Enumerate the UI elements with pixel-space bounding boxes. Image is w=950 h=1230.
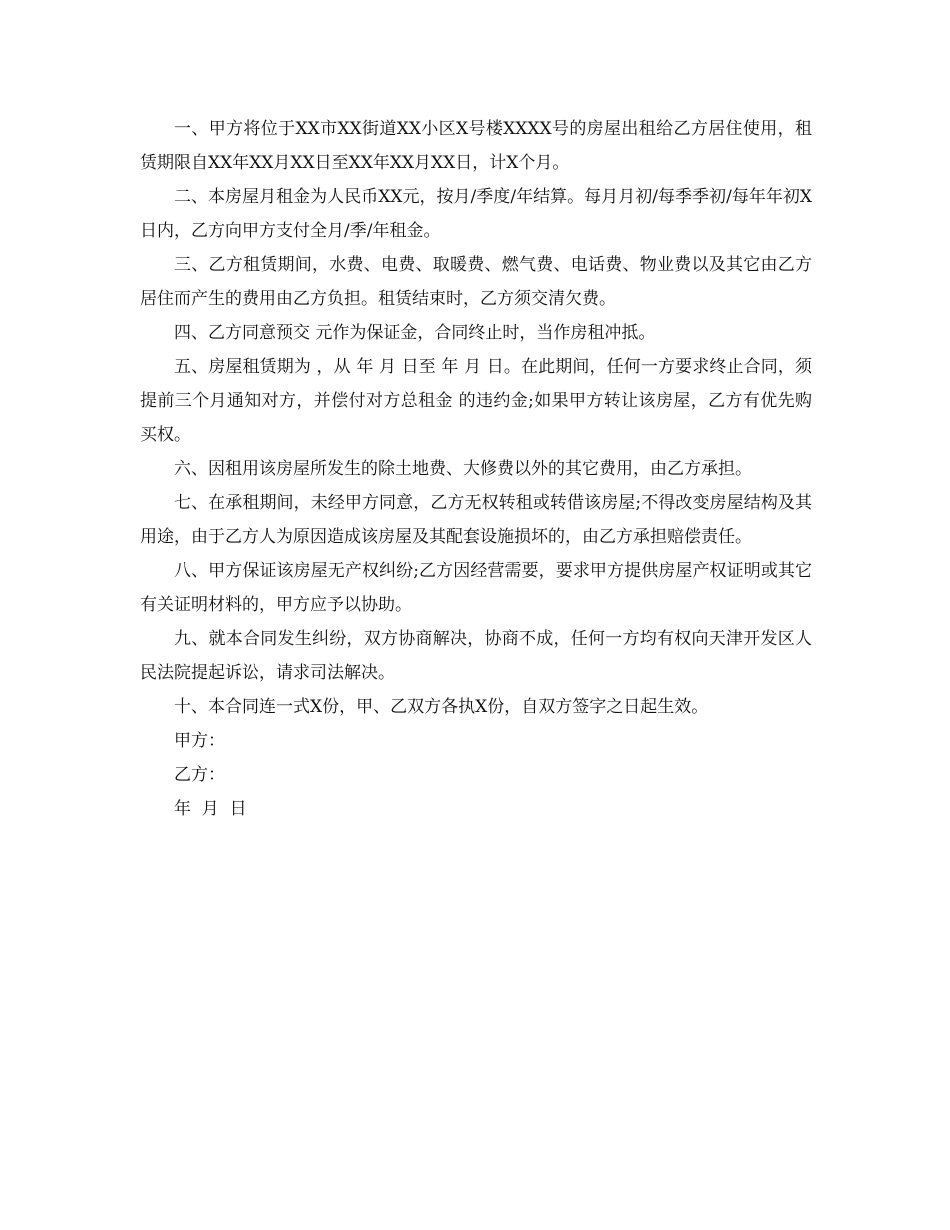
clause-5: 五、房屋租赁期为 ，从 年 月 日至 年 月 日。在此期间，任何一方要求终止合同，须提前三个月通知对方，并偿付对方总租金 的违约金;如果甲方转让该房屋，乙方有优先购买权。 (140, 357, 812, 445)
clause-1: 一、甲方将位于XX市XX街道XX小区X号楼XXXX号的房屋出租给乙方居住使用，租赁期限自XX年XX月XX日至XX年XX月XX日，计X个月。 (140, 119, 812, 173)
party-a-signature-line: 甲方： (174, 731, 225, 751)
clause-4: 四、乙方同意预交 元作为保证金，合同终止时，当作房租冲抵。 (174, 323, 656, 343)
clause-10: 十、本合同连一式X份，甲、乙双方各执X份，自双方签字之日起生效。 (174, 697, 709, 717)
clause-2: 二、本房屋月租金为人民币XX元，按月/季度/年结算。每月月初/每季季初/每年年初X日内，乙方向甲方支付全月/季/年租金。 (140, 187, 812, 241)
clause-6: 六、因租用该房屋所发生的除土地费、大修费以外的其它费用，由乙方承担。 (174, 459, 752, 479)
clause-3: 三、乙方租赁期间，水费、电费、取暖费、燃气费、电话费、物业费以及其它由乙方居住而产生的费用由乙方负担。租赁结束时，乙方须交清欠费。 (140, 255, 812, 309)
party-b-signature-line: 乙方： (174, 765, 225, 785)
clause-8: 八、甲方保证该房屋无产权纠纷;乙方因经营需要，要求甲方提供房屋产权证明或其它有关证明材料的，甲方应予以协助。 (140, 561, 812, 615)
contract-body (140, 112, 812, 826)
clause-9: 九、就本合同发生纠纷，双方协商解决，协商不成，任何一方均有权向天津开发区人民法院提起诉讼，请求司法解决。 (140, 629, 812, 683)
signature-date-line: 年 月 日 (174, 799, 247, 819)
clause-7: 七、在承租期间，未经甲方同意，乙方无权转租或转借该房屋;不得改变房屋结构及其用途，由于乙方人为原因造成该房屋及其配套设施损坏的，由乙方承担赔偿责任。 (140, 493, 812, 547)
